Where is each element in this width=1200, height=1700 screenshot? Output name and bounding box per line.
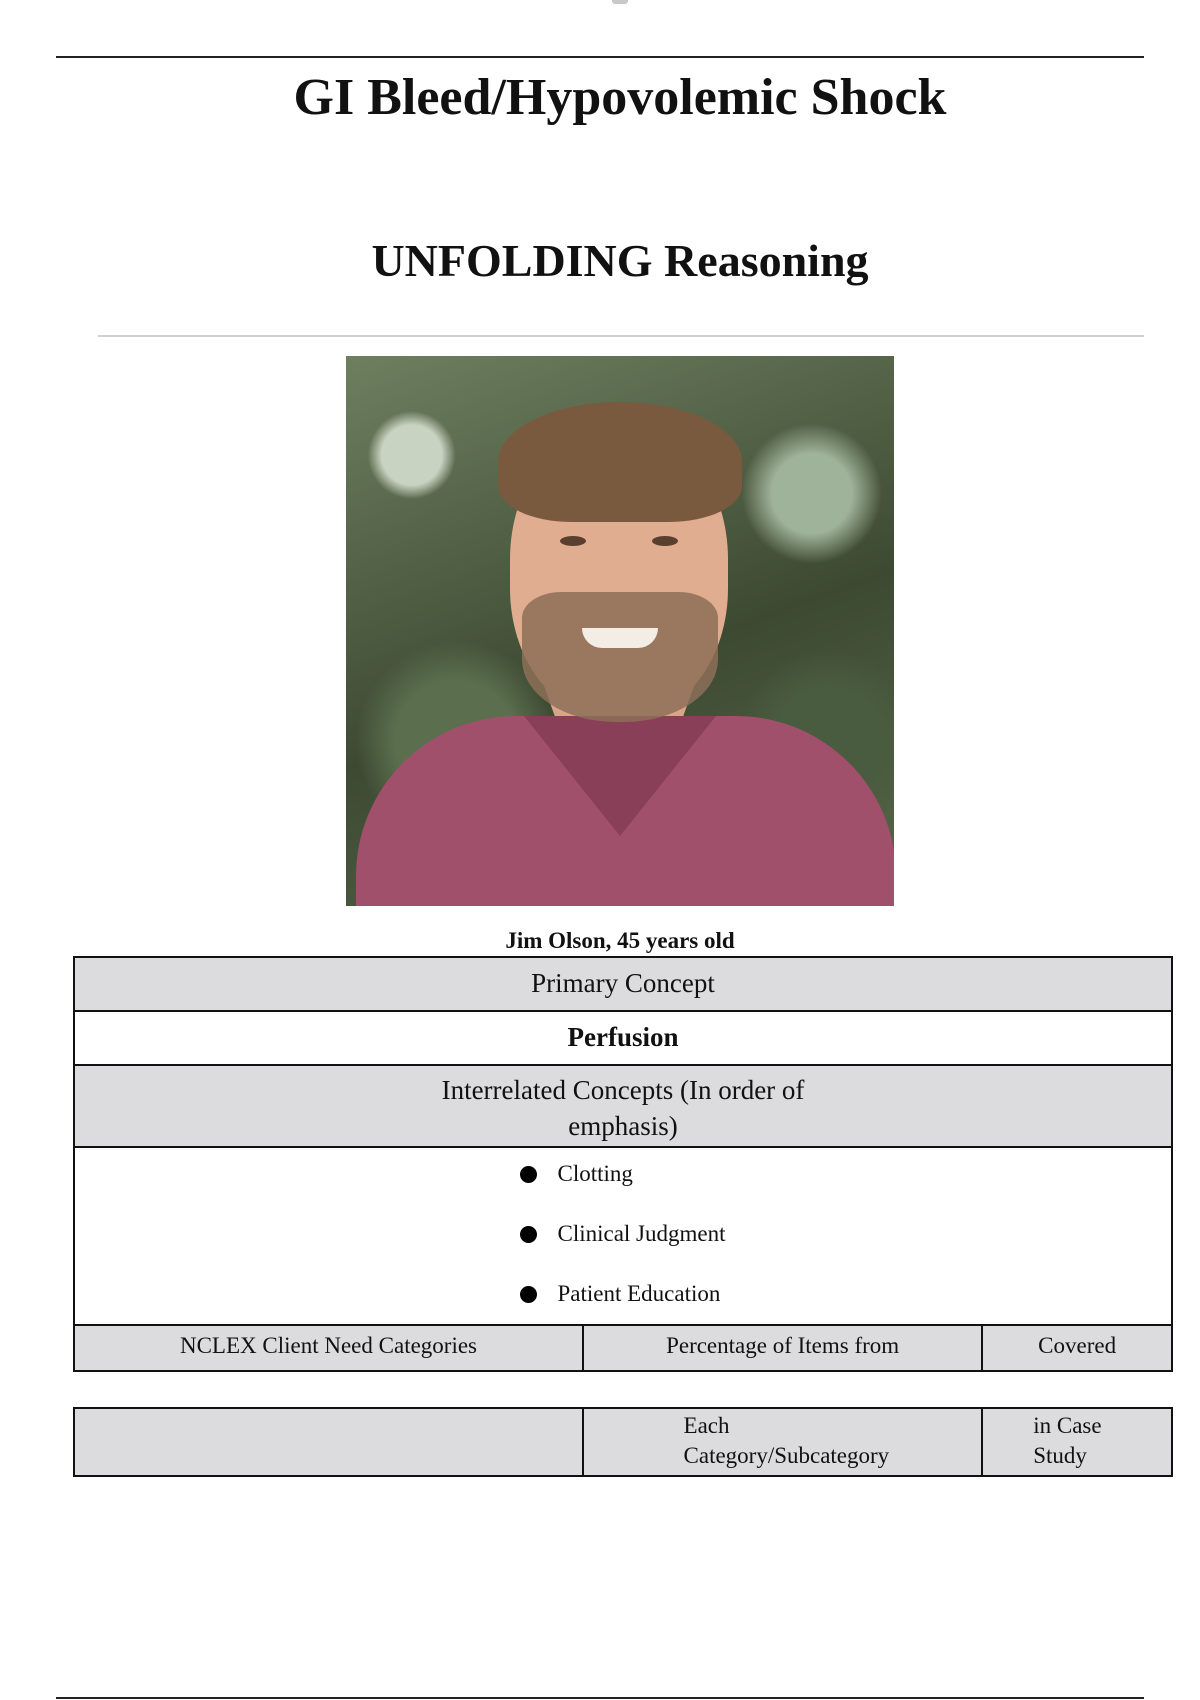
photo-left-eye [560,536,586,546]
document-title: GI Bleed/Hypovolemic Shock [293,69,947,126]
primary-concept-header: Primary Concept [75,958,1171,1012]
primary-concept-value: Perfusion [75,1012,1171,1066]
bullet-dot-icon [520,1286,537,1303]
nclex-percentage-header: Percentage of Items from [583,1325,982,1371]
nclex-covered-header: Covered [982,1325,1172,1371]
percentage-cell-line-1: Each [683,1413,730,1438]
document-subtitle: UNFOLDING Reasoning [371,235,869,286]
concepts-table [73,956,1173,1326]
nclex-header-table [73,1324,1173,1372]
interrelated-header-line-2: emphasis) [568,1111,678,1141]
nclex-continued-table [73,1407,1173,1477]
bullet-dot-icon [520,1166,537,1183]
interrelated-concepts-list [75,1148,1171,1324]
percentage-cell-line-2: Category/Subcategory [683,1443,890,1468]
photo-right-eye [652,536,678,546]
concept-item-label: Patient Education [557,1281,721,1306]
table-row [74,1408,1172,1476]
interrelated-header-line-1: Interrelated Concepts (In order of [441,1075,805,1105]
covered-cell-line-1: in Case [1033,1413,1102,1438]
nclex-covered-cell [982,1408,1172,1476]
top-rule [56,56,1144,58]
bullet-dot-icon [520,1226,537,1243]
interrelated-concepts-header [75,1066,1171,1148]
section-divider [98,335,1144,337]
photo-smile [582,628,658,648]
concept-item-label: Clotting [557,1161,633,1186]
nclex-percentage-cell [583,1408,983,1476]
photo-hair [498,402,742,522]
photo-beard [522,592,718,722]
concept-bullet-list [520,1156,725,1336]
covered-cell-line-2: Study [1033,1443,1087,1468]
bottom-rule [56,1697,1144,1699]
nclex-categories-header: NCLEX Client Need Categories [179,1333,477,1358]
list-item [520,1156,725,1216]
concept-item-label: Clinical Judgment [557,1221,726,1246]
page-top-mark [612,0,628,4]
list-item [520,1216,725,1276]
nclex-categories-cell [74,1408,583,1476]
table-row [74,1325,1172,1371]
photo-caption: Jim Olson, 45 years old [505,928,735,953]
patient-photo [346,356,894,906]
